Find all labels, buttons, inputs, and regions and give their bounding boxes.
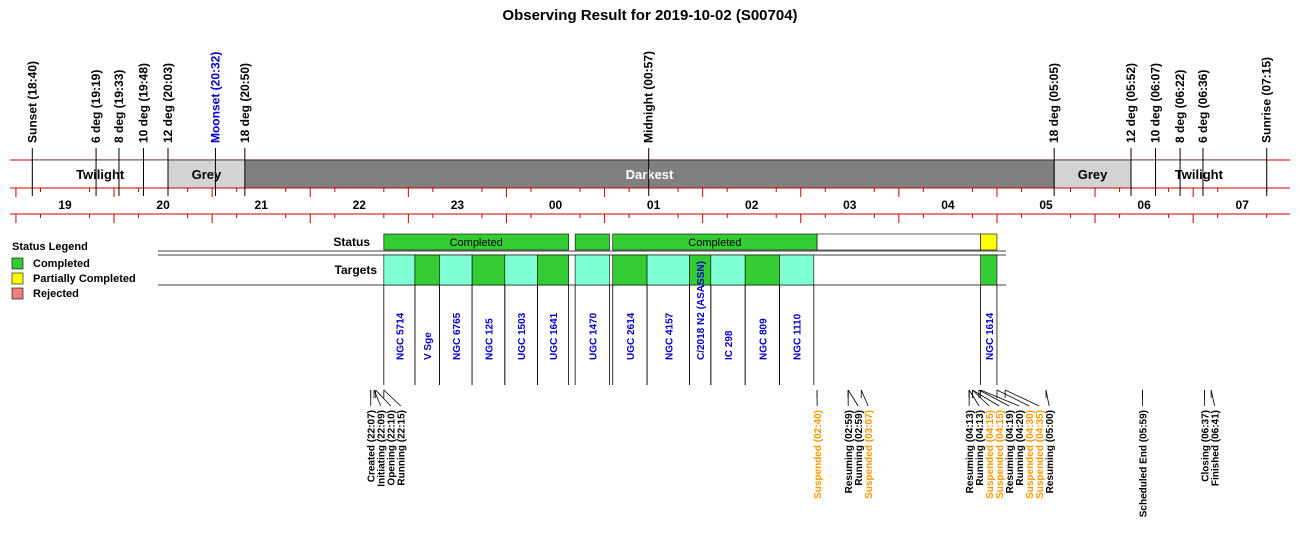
hour-tick-label: 07 <box>1235 198 1249 212</box>
status-row-layer <box>158 234 1006 251</box>
bottom-event-label: Suspended (02:40) <box>813 410 825 499</box>
target-name: IC 298 <box>723 330 735 360</box>
bottom-event-label: Suspended (04:15) <box>985 410 997 499</box>
bottom-event-marker <box>1211 390 1214 406</box>
target-block <box>439 255 472 285</box>
bottom-event-label: Closing (06:37) <box>1200 410 1212 482</box>
target-block <box>981 255 997 285</box>
legend-swatch <box>12 258 23 269</box>
hour-tick-label: 05 <box>1039 198 1053 212</box>
sky-band-label: Twilight <box>76 167 125 182</box>
sky-band-label: Grey <box>191 167 222 182</box>
top-event-label: 18 deg (05:05) <box>1047 62 1062 143</box>
status-block-label: Completed <box>688 237 742 249</box>
top-event-label: 12 deg (20:03) <box>161 62 176 143</box>
target-name: NGC 6765 <box>451 312 463 360</box>
top-event-label: Sunset (18:40) <box>25 60 40 143</box>
targets-row-label: Targets <box>334 263 377 277</box>
time-axis-layer <box>10 188 1290 223</box>
target-name: NGC 809 <box>758 318 770 360</box>
target-name: C/2018 N2 (ASASSN) <box>696 261 708 360</box>
bottom-event-marker <box>1005 390 1039 406</box>
bottom-event-label: Resuming (02:59) <box>844 410 856 494</box>
bottom-event-label: Running (22:15) <box>396 410 408 486</box>
target-name: NGC 125 <box>484 318 496 360</box>
hour-tick-label: 21 <box>254 198 268 212</box>
target-name: NGC 4157 <box>664 312 676 360</box>
top-event-label: 10 deg (06:07) <box>1148 62 1163 143</box>
hour-tick-label: 19 <box>58 198 72 212</box>
bottom-event-label: Opening (22:10) <box>386 410 398 486</box>
sky-band-label: Twilight <box>1174 167 1223 182</box>
sky-band-layer <box>10 160 1290 188</box>
target-block <box>711 255 745 285</box>
bottom-event-label: Scheduled End (05:59) <box>1138 410 1150 518</box>
bottom-event-marker <box>979 390 1009 406</box>
hour-tick-label: 22 <box>352 198 366 212</box>
target-block <box>575 255 609 285</box>
bottom-event-marker <box>848 390 858 406</box>
bottom-event-label: Resuming (04:19) <box>1005 410 1017 494</box>
bottom-event-marker <box>861 390 868 406</box>
bottom-event-label: Initiating (22:09) <box>376 410 388 487</box>
sky-band-label: Darkest <box>625 167 674 182</box>
hour-tick-label: 06 <box>1137 198 1151 212</box>
target-block <box>613 255 647 285</box>
target-name: UGC 1470 <box>588 312 600 360</box>
target-block <box>647 255 690 285</box>
target-name: V Sge <box>423 332 435 360</box>
top-event-label: 6 deg (06:36) <box>1195 69 1210 143</box>
hour-tick-label: 03 <box>843 198 857 212</box>
sky-band-label: Grey <box>1077 167 1108 182</box>
bottom-event-label: Created (22:07) <box>366 410 378 483</box>
top-event-label: 12 deg (05:52) <box>1124 62 1139 143</box>
hour-tick-label: 20 <box>156 198 170 212</box>
bottom-event-label: Suspended (04:30) <box>1025 410 1037 499</box>
status-block <box>981 234 997 250</box>
status-block-label: Completed <box>449 237 503 249</box>
target-name: UGC 2614 <box>625 312 637 360</box>
target-name: UGC 1641 <box>549 312 561 360</box>
bottom-event-marker <box>376 390 391 406</box>
hour-tick-label: 01 <box>646 198 661 212</box>
bottom-event-marker <box>969 390 979 406</box>
legend-swatch <box>12 273 23 284</box>
status-legend <box>12 241 136 300</box>
top-event-label: Midnight (00:57) <box>641 51 656 143</box>
legend-title: Status Legend <box>12 241 88 253</box>
bottom-event-label: Finished (06:41) <box>1210 410 1222 487</box>
target-block <box>415 255 440 285</box>
bottom-event-label: Suspended (04:35) <box>1035 410 1047 499</box>
hour-tick-label: 00 <box>548 198 563 212</box>
target-block <box>505 255 538 285</box>
top-event-label: 18 deg (20:50) <box>237 62 252 143</box>
bottom-event-layer <box>367 390 1222 517</box>
top-event-label: 6 deg (19:19) <box>89 69 104 143</box>
legend-swatch <box>12 288 23 299</box>
legend-label: Completed <box>33 258 90 270</box>
target-name: UGC 1503 <box>517 312 529 360</box>
target-name: NGC 1614 <box>984 312 996 360</box>
legend-label: Rejected <box>33 288 79 300</box>
status-block <box>575 234 609 250</box>
top-event-label: 8 deg (19:33) <box>111 69 126 143</box>
target-name: NGC 1110 <box>792 313 804 360</box>
legend-label: Partially Completed <box>33 273 136 285</box>
bottom-event-label: Resuming (04:13) <box>965 410 977 494</box>
chart-title: Observing Result for 2019-10-02 (S00704) <box>502 7 798 24</box>
bottom-event-label: Suspended (04:15) <box>995 410 1007 499</box>
bottom-event-marker <box>1046 390 1049 406</box>
targets-row-layer <box>158 255 1006 385</box>
target-block <box>384 255 415 285</box>
hour-tick-label: 02 <box>745 198 759 212</box>
top-event-label: 8 deg (06:22) <box>1173 69 1188 143</box>
target-block <box>538 255 569 285</box>
bottom-event-label: Resuming (05:00) <box>1045 410 1057 494</box>
top-event-label: Sunrise (07:15) <box>1259 56 1274 143</box>
bottom-event-label: Running (02:59) <box>854 410 866 486</box>
bottom-event-marker <box>384 390 401 406</box>
target-block <box>472 255 505 285</box>
top-event-label: 10 deg (19:48) <box>136 62 151 143</box>
target-block <box>745 255 779 285</box>
target-block <box>779 255 813 285</box>
top-event-label: Moonset (20:32) <box>208 51 223 143</box>
hour-tick-label: 23 <box>450 198 465 212</box>
bottom-event-label: Running (04:13) <box>975 410 987 486</box>
target-name: NGC 5714 <box>395 312 407 360</box>
bottom-event-label: Suspended (03:07) <box>864 410 876 499</box>
status-block <box>817 234 981 250</box>
bottom-event-label: Running (04:20) <box>1015 410 1027 486</box>
hour-tick-label: 04 <box>941 198 955 212</box>
status-row-label: Status <box>333 235 370 249</box>
